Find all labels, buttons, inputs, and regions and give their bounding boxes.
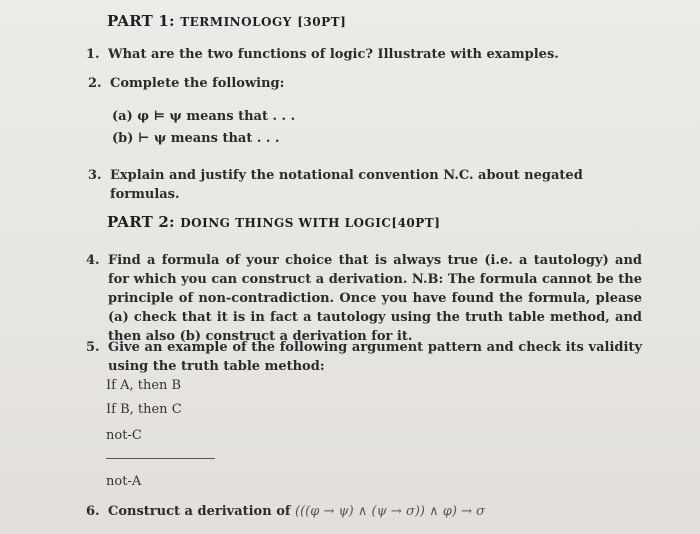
question-3-text: Explain and justify the notational convention N.C. about negated formulas. [110, 168, 583, 202]
premise-2: If B, then C [106, 402, 182, 417]
premise-1: If A, then B [106, 378, 182, 393]
question-5-text: Give an example of the following argument pattern and check its validity using the truth table method: [108, 340, 642, 374]
question-6-text: Construct a derivation of [108, 504, 291, 519]
question-1 [86, 45, 646, 65]
part1-title-prefix: PART 1: [107, 12, 175, 30]
question-2-number: 2. [88, 76, 102, 91]
question-6 [86, 502, 646, 522]
question-5-number: 5. [86, 340, 100, 355]
inference-line [106, 458, 215, 459]
part2-title-prefix: PART 2: [107, 213, 175, 231]
question-3 [88, 166, 648, 202]
part1-title-name: TERMINOLOGY [180, 15, 292, 29]
part1-title-points: [30PT] [297, 15, 347, 29]
question-2-text: Complete the following: [110, 76, 285, 91]
question-4 [86, 251, 643, 344]
premise-3: not-C [106, 428, 142, 443]
question-6-line [108, 502, 646, 521]
question-6-number: 6. [86, 504, 100, 519]
part2-title [107, 213, 440, 231]
part2-title-points: [40PT] [391, 216, 441, 230]
part2-title-name: DOING THINGS WITH LOGIC [180, 216, 392, 230]
question-3-number: 3. [88, 168, 102, 183]
question-2 [88, 74, 648, 94]
question-6-formula: (((φ → ψ) ∧ (ψ → σ)) ∧ φ) → σ [295, 504, 485, 519]
question-4-text: Find a formula of your choice that is always true (i.e. a tautology) and for which you can construct a derivation. N.B: The formula cannot be the principle of non-contradiction. Once you have found the formula, please (a) check that it is in fact a tautology using the truth table method, and then also (b) construct a derivation for it. [108, 253, 643, 344]
question-2a: (a) φ ⊨ ψ means that . . . [112, 109, 296, 124]
question-1-text: What are the two functions of logic? Illustrate with examples. [108, 47, 559, 62]
question-5 [86, 338, 642, 378]
question-4-number: 4. [86, 253, 100, 268]
conclusion: not-A [106, 474, 142, 489]
part1-title [107, 12, 346, 30]
question-1-number: 1. [86, 47, 100, 62]
question-2b: (b) ⊢ ψ means that . . . [112, 131, 280, 146]
